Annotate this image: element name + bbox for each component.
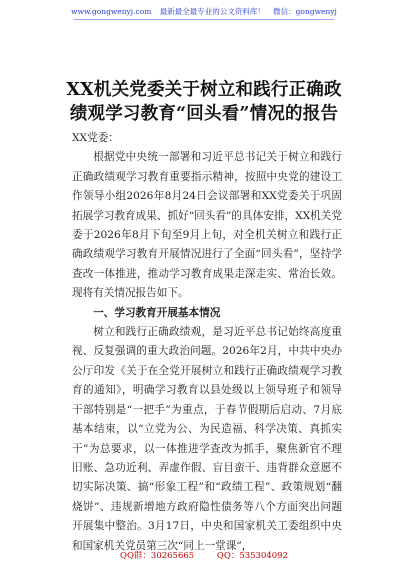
intro-paragraph: 根据党中央统一部署和习近平总书记关于树立和践行正确政绩观学习教育重要指示精神，按照中央党的建设工作领导小组2026年8月24日会议部署和XX党委关于巩固拓展学习教育成果、抓好“回头看”的具体安排，XX机关党委于2026年8月下旬至9月上旬，对全机关树立和践行正确政绩观学习教育开展情况进行了全面“回头看”，坚持学查改一体推进，推动学习教育成果走深走实、常治长效。现将有关情况报告如下。 [72, 151, 342, 300]
contact-footer [0, 549, 408, 561]
document-body [72, 129, 342, 556]
section-heading: 一、学习教育开展基本情况 [93, 306, 221, 319]
header-divider [74, 19, 334, 20]
site-slogan: 最新最全最专业的公文资料库！ [159, 7, 265, 16]
title-line-2: 绩观学习教育“回头看”情况的报告 [69, 104, 339, 124]
qq-number: QQ：535304092 [216, 551, 288, 561]
salutation: XX党委： [72, 132, 119, 144]
wechat-id: 微信：gongwenyj [273, 7, 337, 16]
section-paragraph: 树立和践行正确政绩观，是习近平总书记始终高度重视、反复强调的重大政治问题。2026年2月，中共中央办公厅印发《关于在全党开展树立和践行正确政绩观学习教育的通知》，明确学习教育以县处级以上领导班子和领导干部特别是“一把手”为重点，于春节假期后启动、7月底基本结束，以“立党为公、为民造福、科学决策、真抓实干”为总要求，以一体推进学查改为抓手，聚焦新官不理旧账、急功近利、弄虚作假、盲目蛮干、违背群众意愿不切实际决策、搞“形象工程”和“政绩工程”、政策规划“翻烧饼”、违规新增地方政府隐性债务等八个方面突出问题开展集中整治。3月17日，中央和国家机关工委组织中央和国家机关党员第三次“同上一堂课”， [72, 326, 342, 552]
site-header [0, 6, 408, 17]
title-line-1: XX机关党委关于树立和践行正确政 [66, 80, 342, 100]
site-url-link[interactable]: www.gongwenyj.com [71, 7, 152, 16]
qq-group: QQ群：30265665 [119, 551, 195, 561]
document-title [0, 78, 408, 126]
